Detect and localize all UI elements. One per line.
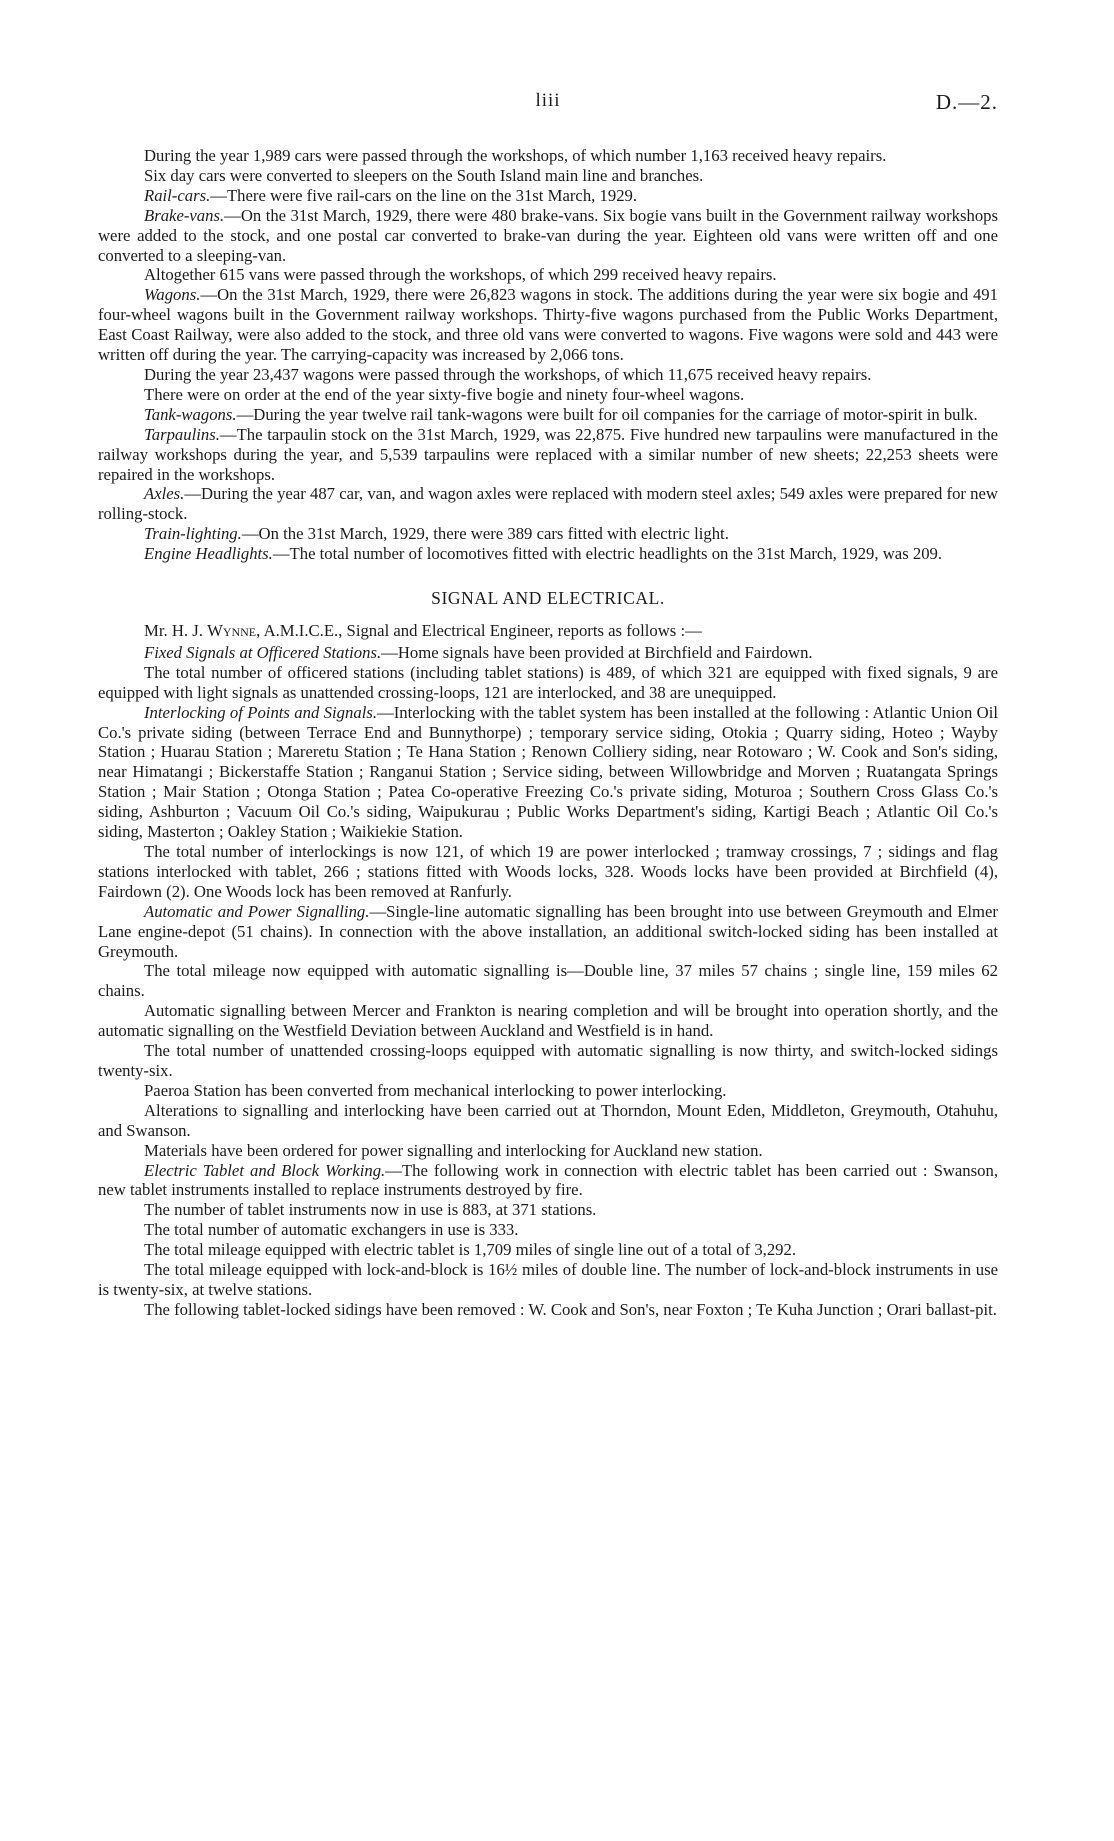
paragraph-tablet-mileage: The total mileage equipped with electric tablet is 1,709 miles of single line out of a total of 3,292. <box>144 1240 797 1260</box>
paragraph-fixed-signals <box>98 643 998 663</box>
engine-headlights-text: —The total number of locomotives fitted with electric headlights on the 31st March, 1929, was 209. <box>272 544 943 564</box>
paragraph-engine-headlights <box>98 544 998 564</box>
document-reference: D.—2. <box>935 90 998 114</box>
paragraph-sidings-removed: The following tablet-locked sidings have been removed : W. Cook and Son's, near Foxton ; Te Kuha Junction ; Orari ballast-pit. <box>144 1299 997 1319</box>
paragraph-wagons <box>98 285 998 365</box>
axles-text: —During the year 487 car, van, and wagon axles were replaced with modern steel axles; 549 axles were prepared for new rolling-stock. <box>98 484 998 524</box>
paragraph-exchangers: The total number of automatic exchangers in use is 333. <box>144 1220 519 1240</box>
paragraph-brake-vans <box>98 206 998 266</box>
paragraph-interlocking <box>98 703 998 842</box>
interlocking-text: —Interlocking with the tablet system has been installed at the following : Atlantic Union Oil Co.'s private siding (between Terrace End and Bunnythorpe) ; temporary service siding, Otokia ; Quarry siding, Hoteo ; Wayby Station ; Huarau Station ; Mareretu Station ; Te Hana Station ; Renown Colliery siding, near Rotowaro ; W. Cook and Son's siding, near Himatangi ; Bickerstaffe Station ; Ranganui Station ; Service siding, between Willowbridge and Morven ; Ruatangata Springs Station ; Mair Station ; Otonga Station ; Patea Co-operative Freezing Co.'s private siding, Moturoa ; Southern Cross Glass Co.'s siding, Ashburton ; Vacuum Oil Co.'s siding, Waipukurau ; Public Works Department's siding, Kartigi Beach ; Atlantic Oil Co.'s siding, Masterton ; Oakley Station ; Waikiekie Station. <box>98 702 999 842</box>
brake-vans-text: —On the 31st March, 1929, there were 480 brake-vans. Six bogie vans built in the Government railway workshops were added to the stock, and one postal car converted to brake-van during the year. Eighteen old vans were written off and one converted to a sleeping-van. <box>98 205 998 265</box>
wagons-text: —On the 31st March, 1929, there were 26,823 wagons in stock. The additions during the year were six bogie and 491 four-wheel wagons built in the Government railway workshops. Thirty-five wagons purchased from the Public Works Department, East Coast Railway, were also added to the stock, and three old vans were converted to wagons. Five wagons were sold and 443 were written off during the year. The carrying-capacity was increased by 2,066 tons. <box>98 285 998 365</box>
paragraph-alterations: Alterations to signalling and interlocking have been carried out at Thorndon, Mount Eden, Middleton, Greymouth, Otahuhu, and Swanson. <box>98 1100 998 1140</box>
paragraph-day-cars: Six day cars were converted to sleepers on the South Island main line and branches. <box>144 165 704 185</box>
fixed-signals-text: —Home signals have been provided at Birchfield and Fairdown. <box>381 642 813 662</box>
automatic-signalling-heading: Automatic and Power Signalling. <box>144 901 370 921</box>
paragraph-officered-stations: The total number of officered stations (including tablet stations) is 489, of which 321 are equipped with fixed signals, 9 are equipped with light signals as unattended crossing-loops, 121 are interlocked, and 38 are unequipped. <box>98 662 998 702</box>
paragraph-materials: Materials have been ordered for power signalling and interlocking for Auckland new station. <box>144 1140 763 1160</box>
tank-wagons-text: —During the year twelve rail tank-wagons were built for oil companies for the carriage of motor-spirit in bulk. <box>236 404 978 424</box>
paragraph-tablet-instruments: The number of tablet instruments now in use is 883, at 371 stations. <box>144 1200 597 1220</box>
intro-suffix: , A.M.I.C.E., Signal and Electrical Engineer, reports as follows :— <box>256 621 702 641</box>
paragraph-vans-workshops: Altogether 615 vans were passed through the workshops, of which 299 received heavy repairs. <box>144 265 777 285</box>
axles-heading: Axles. <box>144 484 185 504</box>
section-title-signal-electrical: SIGNAL AND ELECTRICAL. <box>431 588 665 609</box>
paragraph-wagons-on-order: There were on order at the end of the year sixty-five bogie and ninety four-wheel wagons. <box>144 384 745 404</box>
intro-prefix: Mr. H. J. <box>144 621 208 641</box>
electric-tablet-heading: Electric Tablet and Block Working. <box>144 1160 386 1180</box>
paragraph-axles <box>98 484 998 524</box>
tank-wagons-heading: Tank-wagons. <box>144 404 237 424</box>
paragraph-train-lighting <box>98 524 998 544</box>
paragraph-interlockings-total: The total number of interlockings is now 121, of which 19 are power interlocked ; tramway crossings, 7 ; sidings and flag stations interlocked with tablet, 266 ; stations fitted with Woods locks, 328. Woods locks have been provided at Birchfield (4), Fairdown (2). One Woods lock has been removed at Ranfurly. <box>98 842 998 901</box>
paragraph-lock-and-block: The total mileage equipped with lock-and-block is 16½ miles of double line. The number of lock-and-block instruments in use is twenty-six, at twelve stations. <box>98 1260 998 1299</box>
paragraph-tank-wagons <box>98 405 998 425</box>
paragraph-unattended-loops: The total number of unattended crossing-loops equipped with automatic signalling is now thirty, and switch-locked sidings twenty-six. <box>98 1041 998 1080</box>
paragraph-automatic-mileage: The total mileage now equipped with automatic signalling is—Double line, 37 miles 57 chains ; single line, 159 miles 62 chains. <box>98 961 998 1001</box>
paragraph-paeroa: Paeroa Station has been converted from mechanical interlocking to power interlocking. <box>144 1080 727 1100</box>
electric-tablet-text: —The following work in connection with electric tablet has been carried out : Swanson, new tablet instruments installed to replace instruments destroyed by fire. <box>98 1160 999 1200</box>
paragraph-rail-cars <box>98 186 998 206</box>
engineer-name: Wynne <box>207 621 257 641</box>
train-lighting-heading: Train-lighting. <box>144 524 242 544</box>
brake-vans-heading: Brake-vans. <box>144 205 225 225</box>
page-number: liii <box>535 90 561 111</box>
interlocking-heading: Interlocking of Points and Signals. <box>144 702 378 722</box>
rail-cars-heading: Rail-cars. <box>144 185 211 205</box>
paragraph-electric-tablet <box>98 1161 998 1201</box>
document-body <box>98 146 998 1320</box>
tarpaulins-text: —The tarpaulin stock on the 31st March, 1929, was 22,875. Five hundred new tarpaulins were manufactured in the railway workshops during the year, and 5,539 tarpaulins were replaced with a similar number of new sheets; 22,253 sheets were repaired in the workshops. <box>98 424 998 484</box>
paragraph-mercer-frankton: Automatic signalling between Mercer and Frankton is nearing completion and will be brought into operation shortly, and the automatic signalling on the Westfield Deviation between Auckland and Westfield is in hand. <box>98 1001 998 1041</box>
paragraph-cars-workshops: During the year 1,989 cars were passed through the workshops, of which number 1,163 received heavy repairs. <box>144 146 887 165</box>
engine-headlights-heading: Engine Headlights. <box>144 544 273 564</box>
automatic-signalling-text: —Single-line automatic signalling has been brought into use between Greymouth and Elmer Lane engine-depot (51 chains). In connection with the above installation, an additional switch-locked siding has been installed at Greymouth. <box>98 901 998 961</box>
wagons-heading: Wagons. <box>144 285 201 305</box>
tarpaulins-heading: Tarpaulins. <box>144 424 220 444</box>
paragraph-wagons-workshops: During the year 23,437 wagons were passed through the workshops, of which 11,675 received heavy repairs. <box>144 364 872 384</box>
paragraph-tarpaulins <box>98 425 998 485</box>
fixed-signals-heading: Fixed Signals at Officered Stations. <box>144 642 382 662</box>
rail-cars-text: —There were five rail-cars on the line on the 31st March, 1929. <box>210 185 638 205</box>
page-header <box>98 90 998 120</box>
paragraph-engineer-intro <box>98 621 998 641</box>
train-lighting-text: —On the 31st March, 1929, there were 389 cars fitted with electric light. <box>241 524 729 544</box>
paragraph-automatic-signalling <box>98 902 998 962</box>
